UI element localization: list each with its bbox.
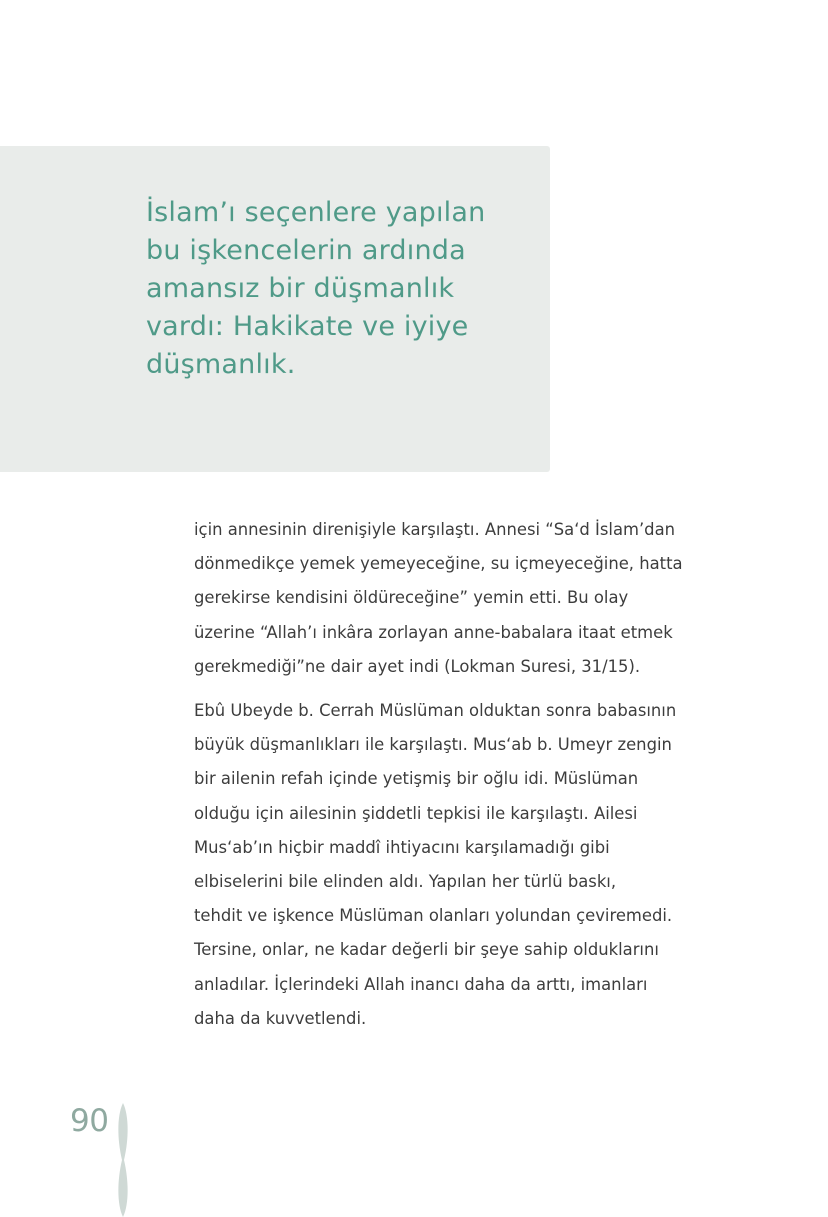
body-text (194, 513, 714, 1036)
folio-ornament-icon (114, 1103, 132, 1217)
page-number: 90 (70, 1103, 109, 1139)
body-paragraph-2: Ebû Ubeyde b. Cerrah Müslüman olduktan sonra babasının büyük düşmanlıkları ile karşılaştı. Mus‘ab b. Umeyr zengin bir ailenin refah içinde yetişmiş bir oğlu idi. Müslüman olduğu için ailesinin şiddetli tepkisi ile karşılaştı. Ailesi Mus‘ab’ın hiçbir maddî ihtiyacını karşılamadığı gibi elbiselerini bile elinden aldı. Yapılan her türlü baskı, tehdit ve işkence Müslüman olanları yolundan çeviremedi. Tersine, onlar, ne kadar değerli bir şeye sahip olduklarını anladılar. İçlerindeki Allah inancı daha da arttı, imanları daha da kuvvetlendi. (194, 701, 677, 1028)
pull-quote-box (0, 146, 550, 472)
body-paragraph-1: için annesinin direnişiyle karşılaştı. Annesi “Sa‘d İslam’dan dönmedikçe yemek yemeyeceğine, su içmeyeceğine, hatta gerekirse kendisini öldüreceğine” yemin etti. Bu olay üzerine “Allah’ı inkâra zorlayan anne-babalara itaat etmek gerekmediği”ne dair ayet indi (Lokman Suresi, 31/15). (194, 520, 683, 676)
pull-quote-text: İslam’ı seçenlere yapılan bu işkencelerin ardında amansız bir düşmanlık vardı: Hakikate ve iyiye düşmanlık. (146, 197, 486, 380)
